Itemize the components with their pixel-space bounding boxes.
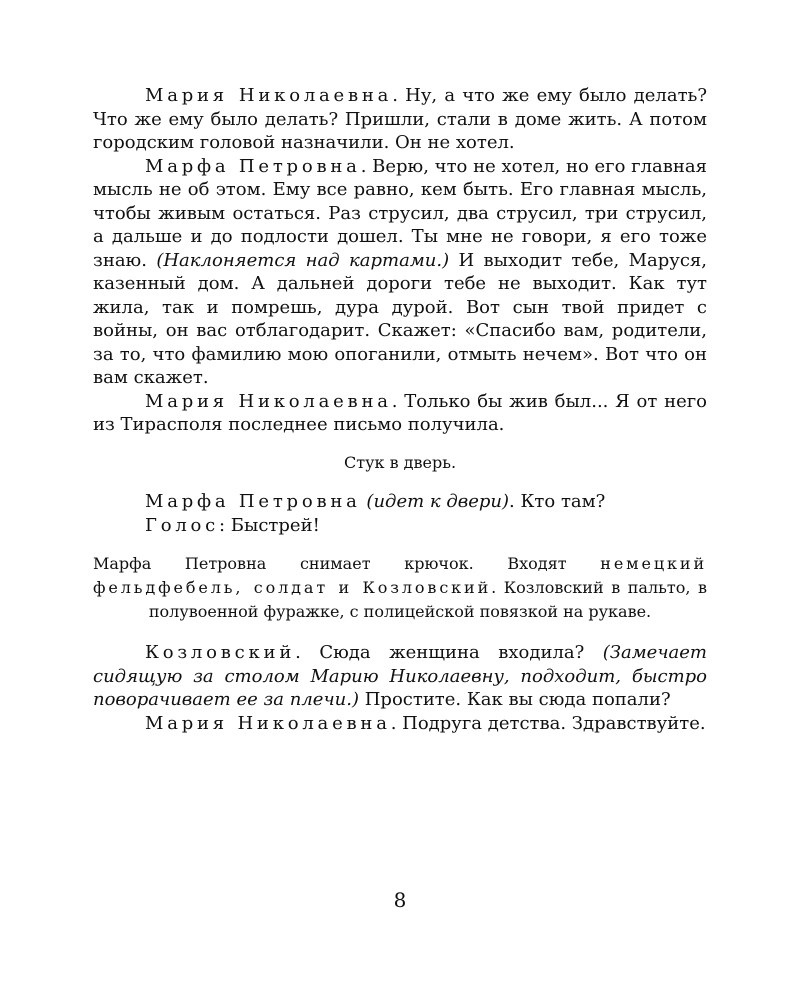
dialogue-text: . Только бы жив был... Я от него из Тирасполя последнее письмо получила. (93, 390, 707, 435)
dialogue-maria-1 (93, 84, 707, 155)
dialogue-maria-3 (93, 712, 707, 736)
stage-text: . Козловский в пальто, в полувоенной фуражке, с полицейской повязкой на рукаве. (148, 578, 707, 621)
stage-characters-spaced: немецкий фельдфебель, солдат и Козловский (93, 554, 707, 597)
dialogue-text: . Верю, что не хотел, но его главная мысль не об этом. Ему все равно, кем быть. Его главная мысль, чтобы живым остаться. Раз струсил, два струсил, три струсил, а дальше и до подлости дошел. Ты мне не говори, я его тоже знаю. (93, 155, 707, 271)
speaker-name: Мария Николаевна (145, 85, 393, 106)
speaker-name: Марфа Петровна (145, 491, 361, 512)
text-block (93, 84, 707, 735)
dialogue-marfa-2 (93, 490, 707, 514)
speaker-name: Мария Николаевна (145, 390, 392, 412)
dialogue-text: . Подруга детства. Здравствуйте. (390, 712, 706, 734)
dialogue-maria-2 (93, 390, 707, 437)
stage-direction-centered: Стук в дверь. (343, 452, 457, 472)
dialogue-text: . Ну, а что же ему было делать? Что же ему было делать? Пришли, стали в доме жить. А потом городским головой назначили. Он не хотел. (93, 85, 707, 153)
dialogue-text: . Сюда женщина входила? (295, 642, 585, 663)
speaker-name: Мария Николаевна (145, 712, 391, 734)
page-number: 8 (393, 888, 407, 912)
dialogue-voice (93, 514, 707, 538)
speaker-name: Козловский (145, 642, 296, 663)
dialogue-kozlovsky (93, 641, 707, 712)
dialogue-text: : Быстрей! (219, 514, 320, 536)
dialogue-text: Простите. Как вы сюда попали? (364, 689, 671, 710)
stage-direction-block (93, 552, 707, 624)
speaker-name: Голос (145, 514, 220, 536)
dialogue-text: . Кто там? (509, 491, 606, 512)
stage-text: Марфа Петровна снимает крючок. Входят (93, 554, 567, 573)
speaker-name: Марфа Петровна (145, 155, 361, 177)
dialogue-text: И выходит тебе, Маруся, казенный дом. А дальней дороги тебе не выходит. Как тут жила, так и помрешь, дура дурой. Вот сын твой придет с войны, он вас отблагодарит. Скажет: «Спасибо вам, родители, за то, что фамилию мою опоганили, отмыть нечем». Вот что он вам скажет. (93, 249, 708, 388)
stage-direction-inline: (Наклоняется над картами.) (156, 249, 450, 271)
dialogue-marfa-1 (93, 155, 707, 390)
stage-direction-inline: (идет к двери) (366, 491, 510, 512)
stage-direction-inline: (Замечает сидящую за столом Марию Николаевну, подходит, быстро поворачивает ее за плечи.) (93, 642, 707, 710)
